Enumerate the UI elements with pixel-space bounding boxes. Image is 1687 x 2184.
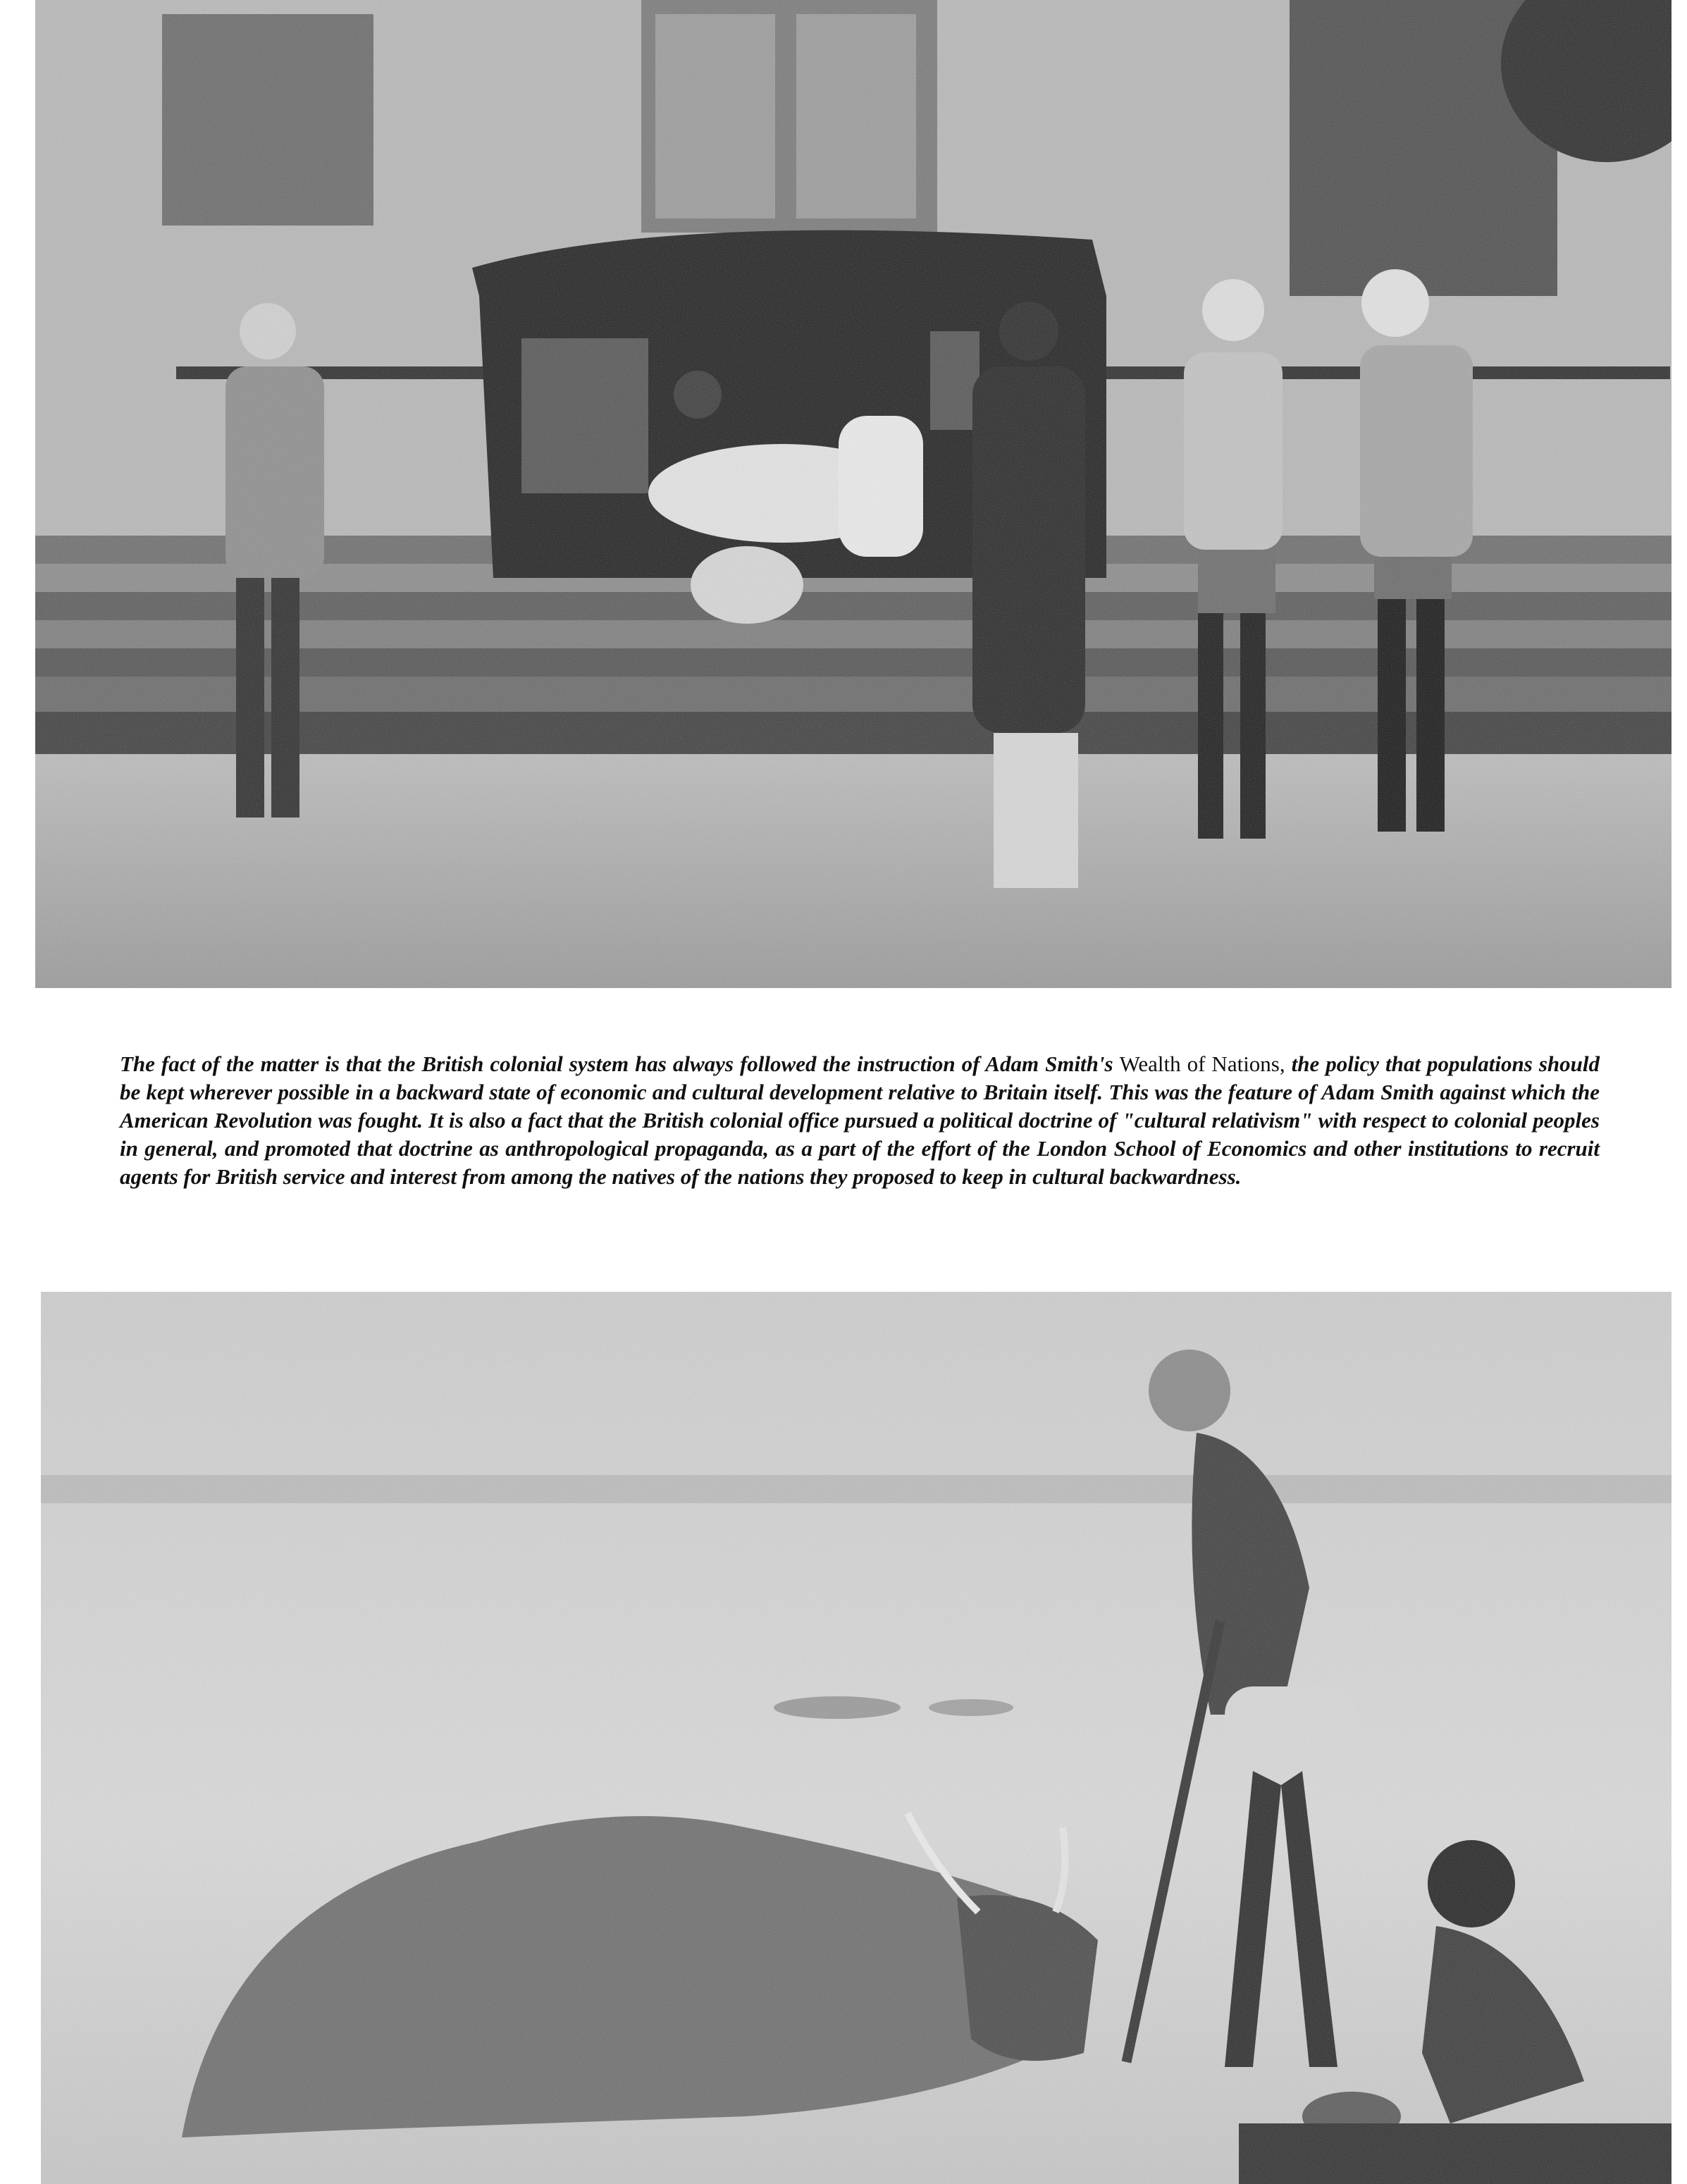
- palanquin-scene: [35, 0, 1671, 988]
- famine-scene: [41, 1292, 1671, 2184]
- caption-book-title: Wealth of Nations,: [1119, 1051, 1285, 1076]
- palanquin-photo: [35, 0, 1671, 988]
- caption-text-part2: the policy that populations should be kept wherever possible in a backward state of economic and cultural development relative to Britain itself. This was the feature of Adam Smith against which the American Revolution was fought. It is also a fact that the British colonial office pursued a political doctrine of "cultural relativism" with respect to colonial peoples in general, and promoted that doctrine as anthropological propaganda, as a part of the effort of the London School of Economics and other institutions to recruit agents for British service and interest from among the natives of the nations they proposed to keep in cultural backwardness.: [120, 1051, 1600, 1189]
- famine-photo: [41, 1292, 1671, 2184]
- photo-caption: [120, 1050, 1600, 1191]
- caption-text-part1: The fact of the matter is that the British colonial system has always followed the instruction of Adam Smith's: [120, 1051, 1113, 1076]
